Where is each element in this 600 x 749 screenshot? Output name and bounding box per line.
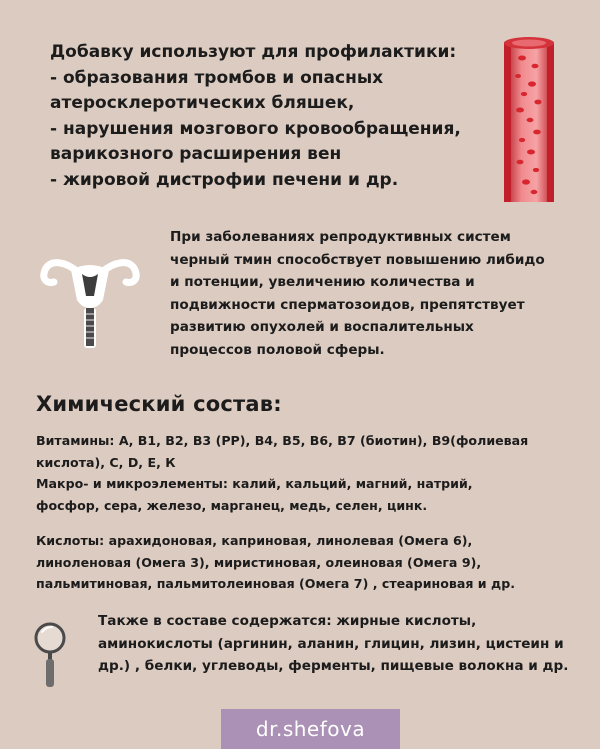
vitamins-paragraph [36,430,596,516]
magnifier-icon [32,620,68,688]
prevention-line: варикозного расширения вен [50,144,342,164]
paragraph-line: Кислоты: арахидоновая, каприновая, линолевая (Омега 6), [36,533,473,548]
prevention-list [50,40,490,193]
paragraph-line: др.) , белки, углеводы, ферменты, пищевые волокна и др. [98,658,569,675]
prevention-line: Добавку используют для профилактики: [50,42,457,62]
paragraph-line: подвижности сперматозоидов, препятствует [170,296,525,313]
author-signature: dr.shefova [221,709,400,749]
paragraph-line: развитию опухолей и воспалительных [170,319,474,336]
prevention-line: - образования тромбов и опасных [50,67,384,88]
paragraph-line: пальмитиновая, пальмитолеиновая (Омега 7) , стеариновая и др. [36,576,515,591]
prevention-line: - жировой дистрофии печени и др. [50,169,399,190]
paragraph-line: Макро- и микроэлементы: калий, кальций, магний, натрий, [36,476,473,491]
paragraph-line: При заболеваниях репродуктивных систем [170,229,511,245]
paragraph-line: процессов половой сферы. [170,341,385,358]
chemical-composition-title: Химический состав: [36,392,282,416]
paragraph-line: и потенции, увеличению количества и [170,274,475,291]
prevention-line: - нарушения мозгового кровообращения, [50,118,461,139]
acids-paragraph [36,530,596,595]
paragraph-line: аминокислоты (аргинин, аланин, глицин, лизин, цистеин и [98,635,564,652]
reproductive-paragraph [170,226,590,362]
paragraph-line: черный тмин способствует повышению либидо [170,251,545,268]
paragraph-line: Витамины: А, В1, В2, В3 (РР), В4, В5, В6, В7 (биотин), В9(фолиевая [36,433,529,448]
paragraph-line: Также в составе содержатся: жирные кислоты, [98,613,477,629]
paragraph-line: линоленовая (Омега 3), миристиновая, олеиновая (Омега 9), [36,554,482,570]
uterus-icon [38,250,142,350]
also-contains-paragraph [98,610,598,678]
paragraph-line: фосфор, сера, железо, марганец, медь, селен, цинк. [36,497,428,513]
blood-vessel-icon [500,36,558,206]
paragraph-line: кислота), С, D, Е, К [36,454,176,470]
prevention-line: атеросклеротических бляшек, [50,93,355,113]
